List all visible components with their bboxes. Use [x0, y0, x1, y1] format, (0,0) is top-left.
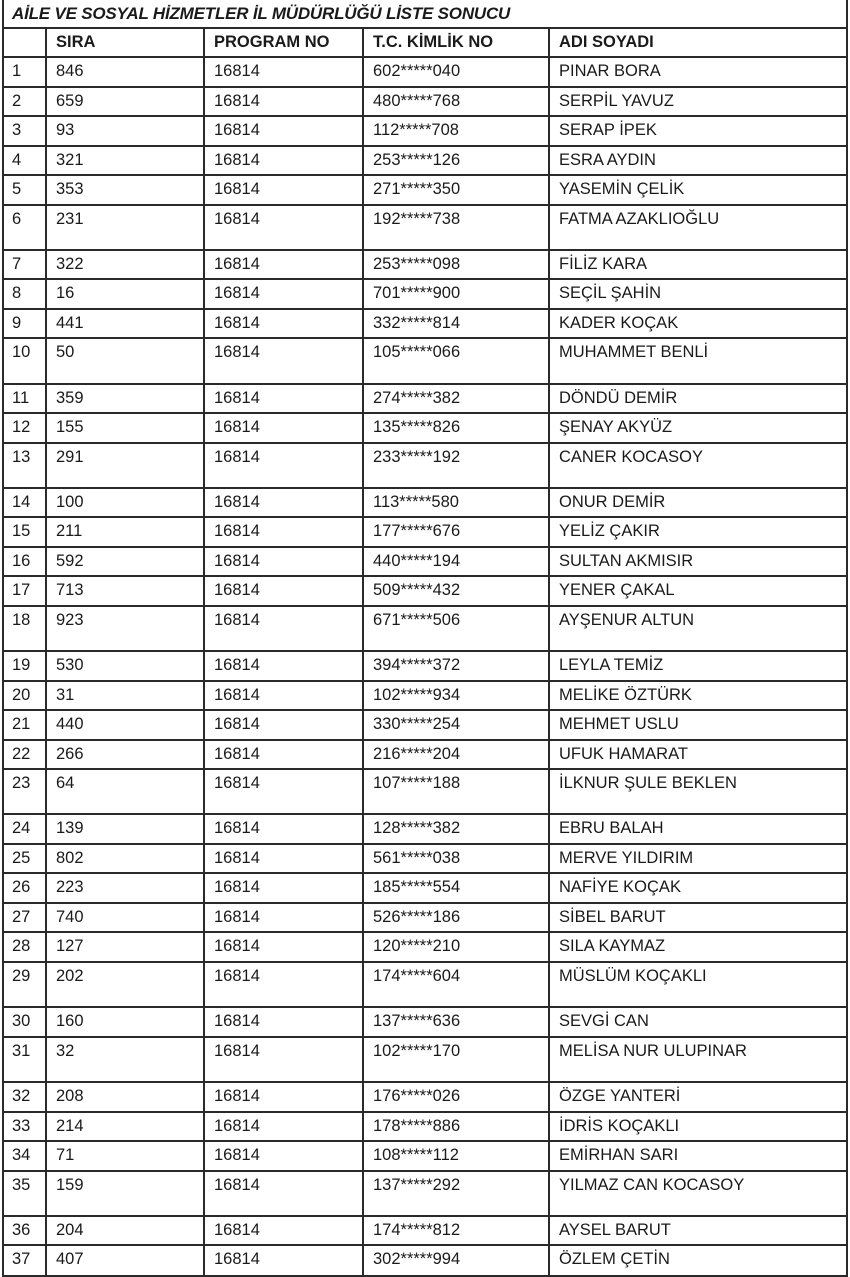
table-row [4, 576, 846, 606]
tc-kimlik-no-cell: 480*****768 [363, 87, 549, 117]
sira-cell: 160 [46, 1007, 204, 1037]
table-row [4, 1141, 846, 1171]
tc-kimlik-no-cell: 174*****604 [363, 962, 549, 1007]
table-row [4, 57, 846, 87]
name-cell: MELİKE ÖZTÜRK [549, 681, 846, 711]
name-cell: YENER ÇAKAL [549, 576, 846, 606]
sira-cell: 713 [46, 576, 204, 606]
tc-kimlik-no-cell: 271*****350 [363, 175, 549, 205]
sira-cell: 266 [46, 740, 204, 770]
sira-cell: 592 [46, 547, 204, 577]
tc-kimlik-no-cell: 509*****432 [363, 576, 549, 606]
tc-kimlik-no-cell: 128*****382 [363, 814, 549, 844]
program-no-cell: 16814 [204, 443, 363, 488]
sira-cell: 659 [46, 87, 204, 117]
tc-kimlik-no-cell: 107*****188 [363, 769, 549, 814]
table-row [4, 413, 846, 443]
row-index-cell: 9 [4, 309, 46, 339]
sira-cell: 846 [46, 57, 204, 87]
tc-kimlik-no-cell: 332*****814 [363, 309, 549, 339]
program-no-cell: 16814 [204, 279, 363, 309]
results-table [4, 29, 846, 1275]
row-index-cell: 6 [4, 205, 46, 250]
row-index-cell: 16 [4, 547, 46, 577]
tc-kimlik-no-cell: 135*****826 [363, 413, 549, 443]
program-no-cell: 16814 [204, 309, 363, 339]
row-index-cell: 13 [4, 443, 46, 488]
sira-cell: 214 [46, 1112, 204, 1142]
row-index-cell: 14 [4, 488, 46, 518]
sira-cell: 127 [46, 932, 204, 962]
row-index-cell: 4 [4, 146, 46, 176]
row-index-cell: 7 [4, 250, 46, 280]
name-cell: ESRA AYDIN [549, 146, 846, 176]
program-no-cell: 16814 [204, 769, 363, 814]
tc-kimlik-no-cell: 176*****026 [363, 1082, 549, 1112]
program-no-cell: 16814 [204, 57, 363, 87]
sira-cell: 407 [46, 1245, 204, 1275]
sira-cell: 231 [46, 205, 204, 250]
table-row [4, 146, 846, 176]
tc-kimlik-no-cell: 701*****900 [363, 279, 549, 309]
row-index-cell: 32 [4, 1082, 46, 1112]
row-index-cell: 30 [4, 1007, 46, 1037]
name-cell: SERAP İPEK [549, 116, 846, 146]
tc-kimlik-no-cell: 253*****126 [363, 146, 549, 176]
row-index-cell: 15 [4, 517, 46, 547]
table-row [4, 1216, 846, 1246]
program-no-cell: 16814 [204, 1082, 363, 1112]
table-row [4, 1171, 846, 1216]
name-cell: AYŞENUR ALTUN [549, 606, 846, 651]
program-no-cell: 16814 [204, 606, 363, 651]
table-row [4, 1245, 846, 1275]
column-header-tc-kimlik-no: T.C. KİMLİK NO [363, 29, 549, 57]
sira-cell: 100 [46, 488, 204, 518]
result-list-document [2, 0, 848, 1277]
tc-kimlik-no-cell: 440*****194 [363, 547, 549, 577]
table-row [4, 384, 846, 414]
tc-kimlik-no-cell: 137*****292 [363, 1171, 549, 1216]
name-cell: SERPİL YAVUZ [549, 87, 846, 117]
table-row [4, 488, 846, 518]
program-no-cell: 16814 [204, 710, 363, 740]
name-cell: MUHAMMET BENLİ [549, 338, 846, 383]
sira-cell: 159 [46, 1171, 204, 1216]
row-index-cell: 18 [4, 606, 46, 651]
name-cell: İLKNUR ŞULE BEKLEN [549, 769, 846, 814]
sira-cell: 202 [46, 962, 204, 1007]
table-row [4, 1037, 846, 1082]
sira-cell: 923 [46, 606, 204, 651]
sira-cell: 31 [46, 681, 204, 711]
table-row [4, 87, 846, 117]
name-cell: KADER KOÇAK [549, 309, 846, 339]
row-index-cell: 21 [4, 710, 46, 740]
program-no-cell: 16814 [204, 413, 363, 443]
sira-cell: 155 [46, 413, 204, 443]
program-no-cell: 16814 [204, 903, 363, 933]
table-row [4, 309, 846, 339]
sira-cell: 71 [46, 1141, 204, 1171]
sira-cell: 291 [46, 443, 204, 488]
sira-cell: 32 [46, 1037, 204, 1082]
sira-cell: 93 [46, 116, 204, 146]
sira-cell: 530 [46, 651, 204, 681]
column-header-adi-soyadi: ADI SOYADI [549, 29, 846, 57]
tc-kimlik-no-cell: 274*****382 [363, 384, 549, 414]
row-index-cell: 28 [4, 932, 46, 962]
table-row [4, 651, 846, 681]
name-cell: EBRU BALAH [549, 814, 846, 844]
table-row [4, 1082, 846, 1112]
tc-kimlik-no-cell: 113*****580 [363, 488, 549, 518]
row-index-cell: 36 [4, 1216, 46, 1246]
sira-cell: 139 [46, 814, 204, 844]
name-cell: MELİSA NUR ULUPINAR [549, 1037, 846, 1082]
program-no-cell: 16814 [204, 384, 363, 414]
name-cell: FİLİZ KARA [549, 250, 846, 280]
name-cell: FATMA AZAKLIOĞLU [549, 205, 846, 250]
sira-cell: 321 [46, 146, 204, 176]
row-index-cell: 2 [4, 87, 46, 117]
sira-cell: 16 [46, 279, 204, 309]
program-no-cell: 16814 [204, 146, 363, 176]
program-no-cell: 16814 [204, 250, 363, 280]
tc-kimlik-no-cell: 185*****554 [363, 873, 549, 903]
row-index-cell: 37 [4, 1245, 46, 1275]
row-index-cell: 12 [4, 413, 46, 443]
sira-cell: 208 [46, 1082, 204, 1112]
name-cell: AYSEL BARUT [549, 1216, 846, 1246]
program-no-cell: 16814 [204, 338, 363, 383]
table-row [4, 932, 846, 962]
program-no-cell: 16814 [204, 1171, 363, 1216]
name-cell: SEVGİ CAN [549, 1007, 846, 1037]
name-cell: MÜSLÜM KOÇAKLI [549, 962, 846, 1007]
name-cell: DÖNDÜ DEMİR [549, 384, 846, 414]
table-row [4, 681, 846, 711]
sira-cell: 802 [46, 844, 204, 874]
row-index-cell: 3 [4, 116, 46, 146]
tc-kimlik-no-cell: 102*****170 [363, 1037, 549, 1082]
row-index-cell: 27 [4, 903, 46, 933]
program-no-cell: 16814 [204, 517, 363, 547]
table-row [4, 710, 846, 740]
table-header-row [4, 29, 846, 57]
program-no-cell: 16814 [204, 1216, 363, 1246]
name-cell: İDRİS KOÇAKLI [549, 1112, 846, 1142]
program-no-cell: 16814 [204, 873, 363, 903]
row-index-cell: 17 [4, 576, 46, 606]
tc-kimlik-no-cell: 394*****372 [363, 651, 549, 681]
tc-kimlik-no-cell: 602*****040 [363, 57, 549, 87]
sira-cell: 50 [46, 338, 204, 383]
tc-kimlik-no-cell: 108*****112 [363, 1141, 549, 1171]
row-index-cell: 19 [4, 651, 46, 681]
program-no-cell: 16814 [204, 651, 363, 681]
name-cell: EMİRHAN SARI [549, 1141, 846, 1171]
tc-kimlik-no-cell: 177*****676 [363, 517, 549, 547]
program-no-cell: 16814 [204, 576, 363, 606]
tc-kimlik-no-cell: 216*****204 [363, 740, 549, 770]
program-no-cell: 16814 [204, 488, 363, 518]
row-index-cell: 34 [4, 1141, 46, 1171]
program-no-cell: 16814 [204, 1245, 363, 1275]
name-cell: SILA KAYMAZ [549, 932, 846, 962]
row-index-cell: 31 [4, 1037, 46, 1082]
row-index-cell: 8 [4, 279, 46, 309]
table-row [4, 1007, 846, 1037]
tc-kimlik-no-cell: 302*****994 [363, 1245, 549, 1275]
table-row [4, 873, 846, 903]
program-no-cell: 16814 [204, 175, 363, 205]
program-no-cell: 16814 [204, 87, 363, 117]
name-cell: YASEMİN ÇELİK [549, 175, 846, 205]
sira-cell: 211 [46, 517, 204, 547]
name-cell: UFUK HAMARAT [549, 740, 846, 770]
tc-kimlik-no-cell: 526*****186 [363, 903, 549, 933]
program-no-cell: 16814 [204, 1037, 363, 1082]
name-cell: LEYLA TEMİZ [549, 651, 846, 681]
table-row [4, 116, 846, 146]
row-index-cell: 11 [4, 384, 46, 414]
row-index-cell: 26 [4, 873, 46, 903]
table-row [4, 740, 846, 770]
sira-cell: 204 [46, 1216, 204, 1246]
program-no-cell: 16814 [204, 962, 363, 1007]
row-index-cell: 23 [4, 769, 46, 814]
tc-kimlik-no-cell: 137*****636 [363, 1007, 549, 1037]
name-cell: ÖZLEM ÇETİN [549, 1245, 846, 1275]
sira-cell: 359 [46, 384, 204, 414]
program-no-cell: 16814 [204, 205, 363, 250]
name-cell: CANER KOCASOY [549, 443, 846, 488]
program-no-cell: 16814 [204, 547, 363, 577]
tc-kimlik-no-cell: 120*****210 [363, 932, 549, 962]
table-row [4, 338, 846, 383]
table-row [4, 606, 846, 651]
table-row [4, 962, 846, 1007]
program-no-cell: 16814 [204, 116, 363, 146]
column-header-sira: SIRA [46, 29, 204, 57]
row-index-cell: 20 [4, 681, 46, 711]
table-row [4, 769, 846, 814]
name-cell: PINAR BORA [549, 57, 846, 87]
table-row [4, 250, 846, 280]
name-cell: SEÇİL ŞAHİN [549, 279, 846, 309]
program-no-cell: 16814 [204, 1007, 363, 1037]
document-title: AİLE VE SOSYAL HİZMETLER İL MÜDÜRLÜĞÜ LİSTE SONUCU [4, 0, 846, 29]
program-no-cell: 16814 [204, 1141, 363, 1171]
sira-cell: 322 [46, 250, 204, 280]
tc-kimlik-no-cell: 174*****812 [363, 1216, 549, 1246]
row-index-cell: 35 [4, 1171, 46, 1216]
program-no-cell: 16814 [204, 681, 363, 711]
sira-cell: 353 [46, 175, 204, 205]
name-cell: ONUR DEMİR [549, 488, 846, 518]
row-index-cell: 5 [4, 175, 46, 205]
column-header-index [4, 29, 46, 57]
row-index-cell: 33 [4, 1112, 46, 1142]
tc-kimlik-no-cell: 233*****192 [363, 443, 549, 488]
program-no-cell: 16814 [204, 932, 363, 962]
program-no-cell: 16814 [204, 1112, 363, 1142]
name-cell: SULTAN AKMISIR [549, 547, 846, 577]
name-cell: YELİZ ÇAKIR [549, 517, 846, 547]
sira-cell: 740 [46, 903, 204, 933]
sira-cell: 440 [46, 710, 204, 740]
sira-cell: 64 [46, 769, 204, 814]
table-row [4, 279, 846, 309]
row-index-cell: 22 [4, 740, 46, 770]
sira-cell: 223 [46, 873, 204, 903]
table-row [4, 517, 846, 547]
name-cell: YILMAZ CAN KOCASOY [549, 1171, 846, 1216]
tc-kimlik-no-cell: 105*****066 [363, 338, 549, 383]
name-cell: ŞENAY AKYÜZ [549, 413, 846, 443]
program-no-cell: 16814 [204, 740, 363, 770]
row-index-cell: 24 [4, 814, 46, 844]
name-cell: MERVE YILDIRIM [549, 844, 846, 874]
sira-cell: 441 [46, 309, 204, 339]
table-row [4, 205, 846, 250]
row-index-cell: 1 [4, 57, 46, 87]
tc-kimlik-no-cell: 192*****738 [363, 205, 549, 250]
table-row [4, 443, 846, 488]
tc-kimlik-no-cell: 561*****038 [363, 844, 549, 874]
table-row [4, 547, 846, 577]
program-no-cell: 16814 [204, 844, 363, 874]
tc-kimlik-no-cell: 671*****506 [363, 606, 549, 651]
row-index-cell: 29 [4, 962, 46, 1007]
program-no-cell: 16814 [204, 814, 363, 844]
row-index-cell: 10 [4, 338, 46, 383]
column-header-program-no: PROGRAM NO [204, 29, 363, 57]
table-body [4, 57, 846, 1275]
table-row [4, 175, 846, 205]
tc-kimlik-no-cell: 330*****254 [363, 710, 549, 740]
table-row [4, 844, 846, 874]
name-cell: NAFİYE KOÇAK [549, 873, 846, 903]
table-row [4, 1112, 846, 1142]
tc-kimlik-no-cell: 253*****098 [363, 250, 549, 280]
tc-kimlik-no-cell: 178*****886 [363, 1112, 549, 1142]
tc-kimlik-no-cell: 102*****934 [363, 681, 549, 711]
tc-kimlik-no-cell: 112*****708 [363, 116, 549, 146]
row-index-cell: 25 [4, 844, 46, 874]
name-cell: ÖZGE YANTERİ [549, 1082, 846, 1112]
name-cell: SİBEL BARUT [549, 903, 846, 933]
table-row [4, 903, 846, 933]
table-row [4, 814, 846, 844]
name-cell: MEHMET USLU [549, 710, 846, 740]
